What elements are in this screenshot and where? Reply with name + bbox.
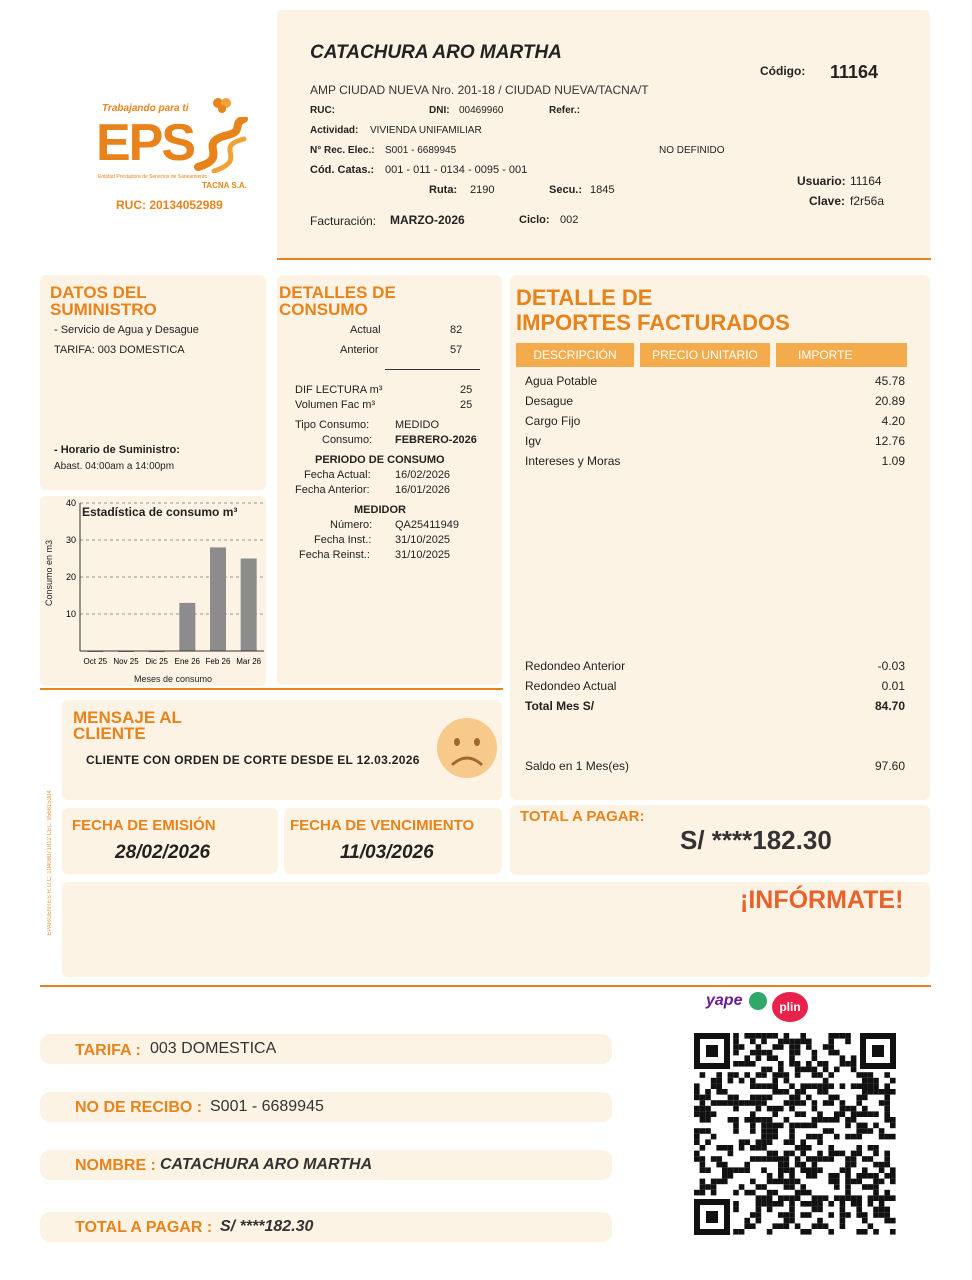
consumo-title-2: CONSUMO <box>279 300 368 319</box>
no-definido: NO DEFINIDO <box>659 145 725 156</box>
header-precio-unitario: PRECIO UNITARIO <box>640 343 770 367</box>
yape-badge-icon <box>749 992 767 1010</box>
numero-label: Número: <box>330 519 373 531</box>
mensaje-title-2: CLIENTE <box>73 724 146 743</box>
yape-logo <box>706 992 767 1016</box>
chart-title: Estadística de consumo m³ <box>82 505 238 519</box>
plin-logo <box>772 992 808 1022</box>
vol-value: 25 <box>460 399 473 411</box>
chart-ytick-label: 10 <box>65 609 76 619</box>
chart-xtick-label: Nov 25 <box>113 657 139 666</box>
horario-label: - Horario de Suministro: <box>54 444 180 456</box>
anterior-value: 57 <box>450 344 463 356</box>
item-intereses-importe: 1.09 <box>881 454 905 468</box>
numero-value: QA25411949 <box>395 519 460 531</box>
suministro-title-2: SUMINISTRO <box>50 300 157 319</box>
consumo-label: Consumo: <box>322 434 373 446</box>
customer-name: CATACHURA ARO MARTHA <box>310 42 562 63</box>
clave-label: Clave: <box>809 194 846 208</box>
logo-letters: EPS <box>96 114 195 172</box>
stub-recibo-value: S001 - 6689945 <box>210 1098 324 1115</box>
consumo-title-1: DETALLES DE <box>279 283 396 302</box>
importes-title-1: DETALLE DE <box>516 285 653 310</box>
redondeo-anterior-label: Redondeo Anterior <box>525 659 626 673</box>
rec-elec-value: S001 - 6689945 <box>385 145 457 156</box>
chart-bar-mar-26 <box>241 559 257 652</box>
dni-value: 00469960 <box>459 105 504 116</box>
tipo-value: MEDIDO <box>395 419 439 431</box>
saldo-value: 97.60 <box>874 759 905 773</box>
horario-value: Abast. 04:00am a 14:00pm <box>54 461 175 472</box>
vencimiento-value: 11/03/2026 <box>340 842 434 863</box>
item-desague-importe: 20.89 <box>874 394 905 408</box>
rec-elec-label: N° Rec. Elec.: <box>310 145 375 156</box>
stub-total-label: TOTAL A PAGAR : <box>75 1219 213 1236</box>
consumo-value: FEBRERO-2026 <box>395 434 477 446</box>
header-descripcion: DESCRIPCIÓN <box>516 343 634 367</box>
redondeo-actual-value: 0.01 <box>881 679 905 693</box>
anterior-label: Anterior <box>340 344 379 356</box>
stub-nombre-value: CATACHURA ARO MARTHA <box>160 1156 373 1173</box>
saldo-label: Saldo en 1 Mes(es) <box>525 759 630 773</box>
secu-value: 1845 <box>590 184 615 196</box>
actividad-value: VIVIENDA UNIFAMILIAR <box>370 125 482 136</box>
fecha-anterior-value: 16/01/2026 <box>395 484 451 496</box>
subtraction-line <box>385 369 480 370</box>
item-cargo-fijo: Cargo Fijo <box>525 414 581 428</box>
vol-label: Volumen Fac m³ <box>295 399 376 411</box>
chart-bar-ene-26 <box>179 603 195 651</box>
redondeo-actual-label: Redondeo Actual <box>525 679 617 693</box>
refer-label: Refer.: <box>549 105 581 116</box>
actual-label: Actual <box>350 324 381 336</box>
importes-title-2: IMPORTES FACTURADOS <box>516 310 790 335</box>
wave-icon <box>192 117 254 173</box>
chart-xlabel: Meses de consumo <box>133 674 213 684</box>
tipo-label: Tipo Consumo: <box>295 419 370 431</box>
yape-text: yape <box>706 992 743 1010</box>
usuario-label: Usuario: <box>797 174 846 188</box>
ruta-value: 2190 <box>470 184 495 196</box>
ciclo-label: Ciclo: <box>519 214 550 226</box>
chart-xtick-label: Feb 26 <box>205 657 231 666</box>
periodo-title: PERIODO DE CONSUMO <box>315 454 445 466</box>
redondeo-anterior-value: -0.03 <box>877 659 905 673</box>
plin-text: plin <box>779 1000 801 1014</box>
ruta-label: Ruta: <box>429 184 458 196</box>
secu-label: Secu.: <box>549 184 583 196</box>
ciclo-value: 002 <box>560 214 579 226</box>
suministro-title-1: DATOS DEL <box>50 283 147 302</box>
dif-value: 25 <box>460 384 473 396</box>
facturacion-label: Facturación: <box>310 214 377 228</box>
chart-xtick-label: Oct 25 <box>83 657 108 666</box>
sad-face-icon <box>435 716 499 780</box>
logo-subtitle: Entidad Prestadora de Servicios de Saneamiento <box>98 174 208 180</box>
actual-value: 82 <box>450 324 463 336</box>
mensaje-text: CLIENTE CON ORDEN DE CORTE DESDE EL 12.03.2026 <box>86 753 420 767</box>
company-logo <box>92 95 262 220</box>
stub-tarifa-label: TARIFA : <box>75 1042 141 1059</box>
codigo-value: 11164 <box>830 62 879 82</box>
chart-xtick-label: Mar 26 <box>236 657 262 666</box>
logo-city: TACNA S.A. <box>202 181 247 190</box>
item-intereses: Intereses y Moras <box>525 454 621 468</box>
item-cargo-fijo-importe: 4.20 <box>881 414 905 428</box>
fecha-actual-value: 16/02/2026 <box>395 469 451 481</box>
codigo-label: Código: <box>760 64 806 78</box>
cod-catas-value: 001 - 011 - 0134 - 0095 - 001 <box>385 164 528 176</box>
item-agua: Agua Potable <box>525 374 598 388</box>
chart-ytick-label: 20 <box>65 572 76 582</box>
item-igv: Igv <box>525 434 542 448</box>
item-agua-importe: 45.78 <box>874 374 905 388</box>
fecha-reinst-label: Fecha Reinst.: <box>299 549 370 561</box>
stub-recibo-label: NO DE RECIBO : <box>75 1099 203 1116</box>
chart-xtick-label: Ene 26 <box>174 657 201 666</box>
medidor-title: MEDIDOR <box>354 504 406 516</box>
dni-label: DNI: <box>429 105 450 116</box>
emision-value: 28/02/2026 <box>115 842 211 863</box>
mensaje-divider <box>40 688 503 690</box>
customer-address: AMP CIUDAD NUEVA Nro. 201-18 / CIUDAD NUEVA/TACNA/T <box>310 83 649 97</box>
qr-code-icon <box>694 1033 896 1235</box>
item-igv-importe: 12.76 <box>874 434 905 448</box>
drop-icon <box>210 95 234 115</box>
fecha-inst-label: Fecha Inst.: <box>314 534 372 546</box>
chart-ytick-label: 30 <box>65 535 76 545</box>
chart-bar-feb-26 <box>210 547 226 651</box>
stub-total-value: S/ ****182.30 <box>220 1218 314 1235</box>
suministro-tarifa: TARIFA: 003 DOMESTICA <box>54 344 185 356</box>
stub-nombre-label: NOMBRE : <box>75 1157 156 1174</box>
informate-title: ¡INFÓRMATE! <box>740 886 904 914</box>
chart-xtick-label: Dic 25 <box>145 657 169 666</box>
stub-tarifa-value: 003 DOMESTICA <box>150 1040 277 1057</box>
informate-divider <box>40 985 931 987</box>
emision-label: FECHA DE EMISIÓN <box>72 817 216 834</box>
chart-ytick-label: 40 <box>65 498 76 508</box>
ruc-label: RUC: <box>310 105 335 116</box>
logo-tagline: Trabajando para ti <box>102 103 189 114</box>
facturacion-value: MARZO-2026 <box>390 213 465 227</box>
vencimiento-label: FECHA DE VENCIMIENTO <box>290 817 475 834</box>
chart-ylabel: Consumo en m3 <box>44 539 54 606</box>
logo-ruc: RUC: 20134052989 <box>116 198 223 212</box>
total-mes-value: 84.70 <box>874 699 905 713</box>
header-importe: IMPORTE <box>776 343 907 367</box>
total-value: S/ ****182.30 <box>680 825 832 855</box>
suministro-servicio: - Servicio de Agua y Desague <box>54 324 199 336</box>
header-divider <box>277 258 931 260</box>
clave-value: f2r56a <box>850 194 885 208</box>
total-label: TOTAL A PAGAR: <box>520 808 645 825</box>
fecha-inst-value: 31/10/2025 <box>395 534 451 546</box>
total-mes-label: Total Mes S/ <box>525 699 595 713</box>
item-desague: Desague <box>525 394 574 408</box>
actividad-label: Actividad: <box>310 125 359 136</box>
consumption-chart <box>40 496 266 686</box>
usuario-value: 11164 <box>850 174 882 188</box>
side-vertical-text: EPARGENTES R.U.C. 10408071812 CEL: 956815304 <box>47 790 53 936</box>
fecha-reinst-value: 31/10/2025 <box>395 549 451 561</box>
mensaje-title-1: MENSAJE AL <box>73 708 182 727</box>
fecha-anterior-label: Fecha Anterior: <box>295 484 370 496</box>
fecha-actual-label: Fecha Actual: <box>304 469 371 481</box>
dif-label: DIF LECTURA m³ <box>295 384 383 396</box>
cod-catas-label: Cód. Catas.: <box>310 164 375 176</box>
